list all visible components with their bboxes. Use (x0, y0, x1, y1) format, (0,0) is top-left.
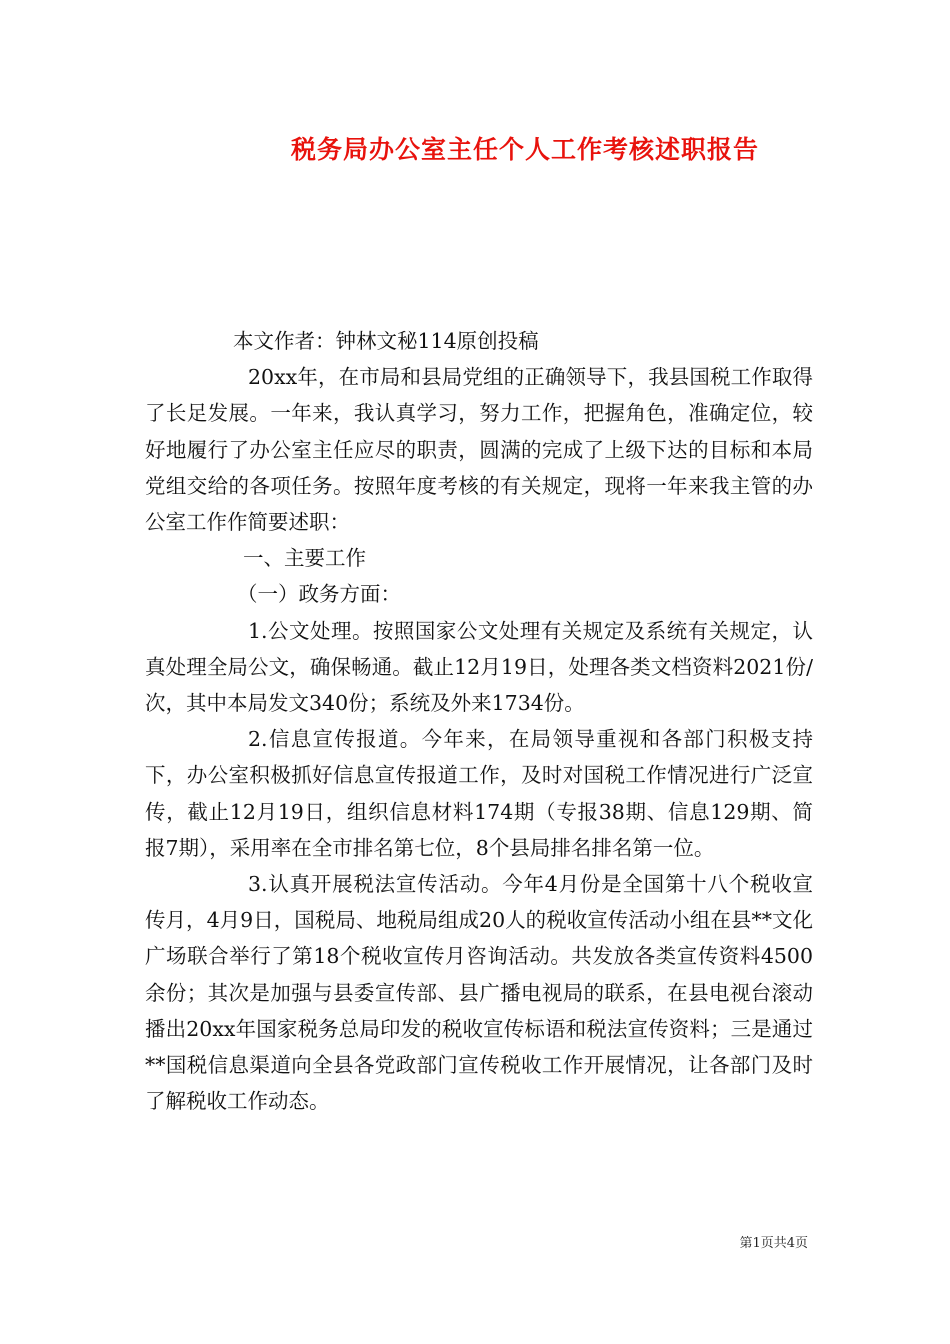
item-paragraph-1: 1.公文处理。按照国家公文处理有关规定及系统有关规定，认真处理全局公文，确保畅通。截止12月19日，处理各类文档资料2021份/次，其中本局发文340份；系统及外来1734份。 (145, 618, 813, 716)
page-footer: 第1页共4页 (739, 1236, 808, 1251)
section-heading: 一、主要工作 (243, 546, 366, 571)
author-line: 本文作者：钟林文秘114原创投稿 (233, 329, 539, 353)
intro-paragraph: 20xx年，在市局和县局党组的正确领导下，我县国税工作取得了长足发展。一年来，我认真学习，努力工作，把握角色，准确定位，较好地履行了办公室主任应尽的职责，圆满的完成了上级下达的目标和本局党组交给的各项任务。按照年度考核的有关规定，现将一年来我主管的办公室工作作简要述职： (145, 365, 813, 535)
document-title: 税务局办公室主任个人工作考核述职报告 (290, 135, 759, 164)
subsection-heading: （一）政务方面： (237, 582, 401, 607)
document-body (145, 323, 813, 1119)
item-paragraph-2: 2.信息宣传报道。今年来，在局领导重视和各部门积极支持下，办公室积极抓好信息宣传报道工作，及时对国税工作情况进行广泛宣传，截止12月19日，组织信息材料174期（专报38期、信息129期、简报7期），采用率在全市排名第七位，8个县局排名排名第一位。 (145, 727, 813, 860)
item-paragraph-3: 3.认真开展税法宣传活动。今年4月份是全国第十八个税收宣传月，4月9日，国税局、地税局组成20人的税收宣传活动小组在县**文化广场联合举行了第18个税收宣传月咨询活动。共发放各类宣传资料4500余份；其次是加强与县委宣传部、县广播电视局的联系，在县电视台滚动播出20xx年国家税务总局印发的税收宣传标语和税法宣传资料；三是通过**国税信息渠道向全县各党政部门宣传税收工作开展情况，让各部门及时了解税收工作动态。 (145, 872, 813, 1114)
